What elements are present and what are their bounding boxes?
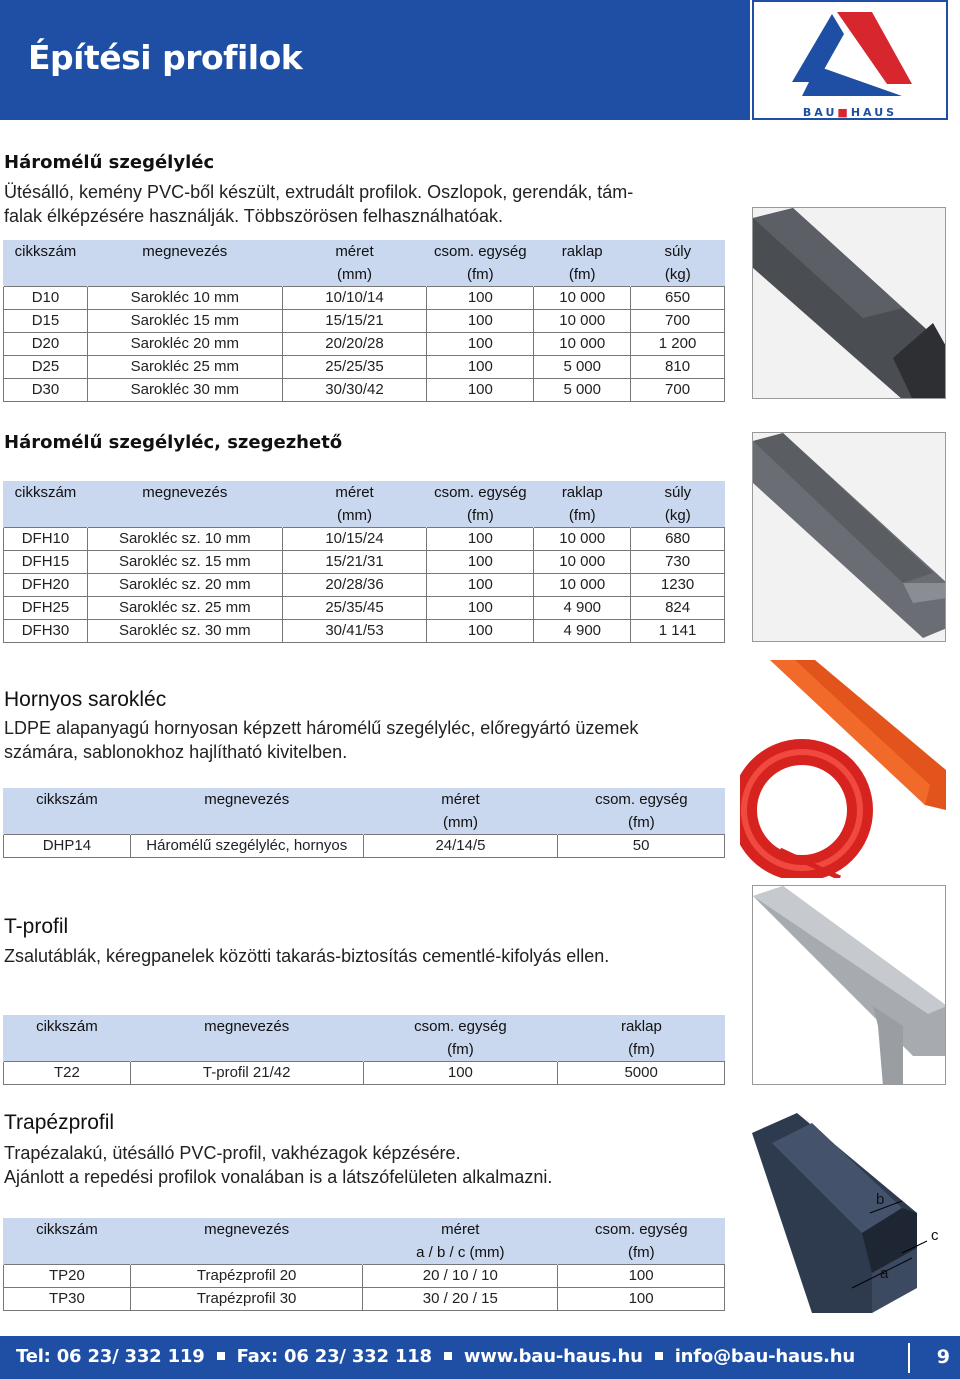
cell: 20/28/36: [282, 573, 427, 596]
cell: 100: [558, 1264, 725, 1287]
cell: Trapézprofil 30: [130, 1287, 363, 1310]
cell: 100: [427, 355, 534, 378]
table-row: [4, 286, 725, 309]
cell: 4 900: [534, 596, 631, 619]
col-header: megnevezés: [87, 481, 282, 504]
cell: Sarokléc 15 mm: [87, 309, 282, 332]
table-row: [4, 550, 725, 573]
cell: 100: [427, 309, 534, 332]
col-header: csom. egység: [427, 481, 534, 504]
product-photo-trapezoid-profile: [752, 1113, 952, 1318]
col-unit: [130, 1038, 363, 1061]
table-row: [4, 834, 725, 857]
cell: 680: [631, 527, 725, 550]
table-row: [4, 1264, 725, 1287]
cell: Sarokléc sz. 30 mm: [87, 619, 282, 642]
cell: 824: [631, 596, 725, 619]
footer-phone: Tel: 06 23/ 332 119: [16, 1346, 205, 1367]
col-unit: [4, 1241, 131, 1264]
cell: DFH10: [4, 527, 88, 550]
cell: 100: [427, 527, 534, 550]
table-tprofil: [3, 1015, 725, 1085]
cell: T-profil 21/42: [130, 1061, 363, 1084]
col-header: megnevezés: [130, 1218, 363, 1241]
col-header: megnevezés: [130, 1015, 363, 1038]
col-header: cikkszám: [4, 1015, 131, 1038]
cell: Sarokléc 10 mm: [87, 286, 282, 309]
col-header: cikkszám: [4, 481, 88, 504]
cell: Sarokléc sz. 25 mm: [87, 596, 282, 619]
desc-line: Ajánlott a repedési profilok vonalában is a látszófelületen alkalmazni.: [4, 1167, 553, 1187]
cell: DFH20: [4, 573, 88, 596]
table-trapez: [3, 1218, 725, 1311]
cell: 10 000: [534, 527, 631, 550]
cell: 10 000: [534, 286, 631, 309]
cell: 5 000: [534, 378, 631, 401]
cell: 50: [558, 834, 725, 857]
section-title-haromelu: Háromélű szegélyléc: [4, 152, 215, 173]
bullet-icon: [655, 1352, 663, 1360]
cell: 700: [631, 378, 725, 401]
footer-website[interactable]: www.bau-haus.hu: [463, 1346, 643, 1367]
page-header: [0, 0, 750, 120]
cell: 10 000: [534, 309, 631, 332]
col-header: súly: [631, 481, 725, 504]
cell: 5 000: [534, 355, 631, 378]
col-unit: [130, 1241, 363, 1264]
bullet-icon: [444, 1352, 452, 1360]
bullet-icon: [217, 1352, 225, 1360]
table-row: [4, 1287, 725, 1310]
cell: Sarokléc sz. 15 mm: [87, 550, 282, 573]
cell: 100: [427, 550, 534, 573]
cell: 100: [427, 378, 534, 401]
cell: Sarokléc 20 mm: [87, 332, 282, 355]
cell: 10 000: [534, 573, 631, 596]
cell: Háromélű szegélyléc, hornyos: [130, 834, 363, 857]
footer-contact: [16, 1346, 855, 1367]
product-photo-nailable-strip: [752, 432, 946, 642]
col-unit: (fm): [558, 1038, 725, 1061]
cell: D20: [4, 332, 88, 355]
product-photo-grooved-strip: [740, 660, 946, 878]
col-header: cikkszám: [4, 240, 88, 263]
col-unit: (mm): [363, 811, 558, 834]
table-row: [4, 332, 725, 355]
col-unit: [4, 504, 88, 527]
col-header: méret: [282, 240, 427, 263]
cell: DFH25: [4, 596, 88, 619]
col-header: raklap: [534, 240, 631, 263]
product-photo-corner-strip: [752, 207, 946, 399]
section-desc-trapez: [4, 1141, 552, 1189]
section-title-tprofil: T-profil: [4, 915, 69, 938]
col-header: méret: [363, 788, 558, 811]
cell: 1230: [631, 573, 725, 596]
cell: 730: [631, 550, 725, 573]
cell: T22: [4, 1061, 131, 1084]
cell: 5000: [558, 1061, 725, 1084]
cell: TP30: [4, 1287, 131, 1310]
cell: 100: [427, 286, 534, 309]
cell: DFH15: [4, 550, 88, 573]
cell: 1 141: [631, 619, 725, 642]
cell: 10/15/24: [282, 527, 427, 550]
cell: 100: [363, 1061, 558, 1084]
col-header: méret: [363, 1218, 558, 1241]
cell: 650: [631, 286, 725, 309]
col-unit: (fm): [534, 504, 631, 527]
col-header: cikkszám: [4, 788, 131, 811]
cell: 20/20/28: [282, 332, 427, 355]
cell: 30/30/42: [282, 378, 427, 401]
section-desc-haromelu: [4, 180, 633, 228]
cell: D10: [4, 286, 88, 309]
col-unit: (mm): [282, 263, 427, 286]
col-header: csom. egység: [558, 1218, 725, 1241]
cell: 10 000: [534, 332, 631, 355]
section-title-szegezheto: Háromélű szegélyléc, szegezhető: [4, 432, 343, 453]
col-header: csom. egység: [363, 1015, 558, 1038]
cell: Trapézprofil 20: [130, 1264, 363, 1287]
col-unit: (fm): [427, 504, 534, 527]
col-header: méret: [282, 481, 427, 504]
diagram-label-b: b: [876, 1191, 885, 1208]
col-unit: [4, 811, 131, 834]
cell: D25: [4, 355, 88, 378]
logo-wordmark: BAU■HAUS: [802, 106, 898, 119]
cell: 10/10/14: [282, 286, 427, 309]
section-title-hornyos: Hornyos sarokléc: [4, 688, 167, 711]
product-photo-t-profile: [752, 885, 946, 1085]
col-unit: [130, 811, 363, 834]
col-unit: (fm): [558, 1241, 725, 1264]
cell: 24/14/5: [363, 834, 558, 857]
col-unit: (fm): [427, 263, 534, 286]
footer-email[interactable]: info@bau-haus.hu: [674, 1346, 855, 1367]
cell: 1 200: [631, 332, 725, 355]
cell: D30: [4, 378, 88, 401]
cell: Sarokléc sz. 20 mm: [87, 573, 282, 596]
table-haromelu: [3, 240, 725, 402]
col-unit: (fm): [363, 1038, 558, 1061]
bau-haus-logo: [752, 0, 948, 120]
cell: DFH30: [4, 619, 88, 642]
page-title: Építési profilok: [28, 38, 303, 77]
cell: D15: [4, 309, 88, 332]
table-row: [4, 596, 725, 619]
cell: 10 000: [534, 550, 631, 573]
col-header: cikkszám: [4, 1218, 131, 1241]
cell: 100: [427, 619, 534, 642]
cell: TP20: [4, 1264, 131, 1287]
cell: Sarokléc 25 mm: [87, 355, 282, 378]
footer-fax: Fax: 06 23/ 332 118: [236, 1346, 432, 1367]
cell: 100: [427, 332, 534, 355]
col-unit: (fm): [558, 811, 725, 834]
col-header: megnevezés: [130, 788, 363, 811]
col-unit: (fm): [534, 263, 631, 286]
col-unit: a / b / c (mm): [363, 1241, 558, 1264]
desc-line: Trapézalakú, ütésálló PVC-profil, vakhézagok képzésére.: [4, 1143, 461, 1163]
diagram-label-c: c: [931, 1227, 939, 1244]
desc-line: számára, sablonokhoz hajlítható kivitelben.: [4, 742, 348, 762]
page-footer: [0, 1336, 960, 1379]
table-hornyos: [3, 788, 725, 858]
col-unit: [4, 1038, 131, 1061]
cell: 4 900: [534, 619, 631, 642]
cell: 30 / 20 / 15: [363, 1287, 558, 1310]
cell: DHP14: [4, 834, 131, 857]
cell: 700: [631, 309, 725, 332]
col-header: csom. egység: [558, 788, 725, 811]
col-header: raklap: [558, 1015, 725, 1038]
diagram-label-a: a: [880, 1265, 889, 1282]
section-desc-hornyos: [4, 716, 638, 764]
col-header: súly: [631, 240, 725, 263]
desc-line: Zsalutáblák, kéregpanelek közötti takarás-biztosítás cementlé-kifolyás ellen.: [4, 946, 610, 966]
col-unit: (mm): [282, 504, 427, 527]
cell: Sarokléc 30 mm: [87, 378, 282, 401]
cell: 810: [631, 355, 725, 378]
col-unit: (kg): [631, 263, 725, 286]
cell: 25/25/35: [282, 355, 427, 378]
col-unit: [87, 263, 282, 286]
col-unit: [4, 263, 88, 286]
cell: 100: [427, 596, 534, 619]
table-row: [4, 355, 725, 378]
table-row: [4, 378, 725, 401]
col-header: raklap: [534, 481, 631, 504]
col-header: megnevezés: [87, 240, 282, 263]
table-row: [4, 619, 725, 642]
table-row: [4, 309, 725, 332]
section-desc-tprofil: [4, 944, 609, 968]
desc-line: Ütésálló, kemény PVC-ből készült, extrudált profilok. Oszlopok, gerendák, tám-: [4, 182, 634, 202]
table-szegezheto: [3, 481, 725, 643]
col-unit: (kg): [631, 504, 725, 527]
col-header: csom. egység: [427, 240, 534, 263]
cell: 20 / 10 / 10: [363, 1264, 558, 1287]
table-row: [4, 527, 725, 550]
cell: 30/41/53: [282, 619, 427, 642]
desc-line: falak élképzésére használják. Többszörösen felhasználhatóak.: [4, 206, 503, 226]
cell: 25/35/45: [282, 596, 427, 619]
cell: Sarokléc sz. 10 mm: [87, 527, 282, 550]
cell: 15/15/21: [282, 309, 427, 332]
section-title-trapez: Trapézprofil: [4, 1111, 115, 1134]
logo-triangle-icon: [762, 4, 942, 104]
desc-line: LDPE alapanyagú hornyosan képzett háromélű szegélyléc, előregyártó üzemek: [4, 718, 639, 738]
table-row: [4, 1061, 725, 1084]
table-row: [4, 573, 725, 596]
cell: 100: [558, 1287, 725, 1310]
cell: 15/21/31: [282, 550, 427, 573]
col-unit: [87, 504, 282, 527]
cell: 100: [427, 573, 534, 596]
page-number: 9: [908, 1343, 950, 1373]
